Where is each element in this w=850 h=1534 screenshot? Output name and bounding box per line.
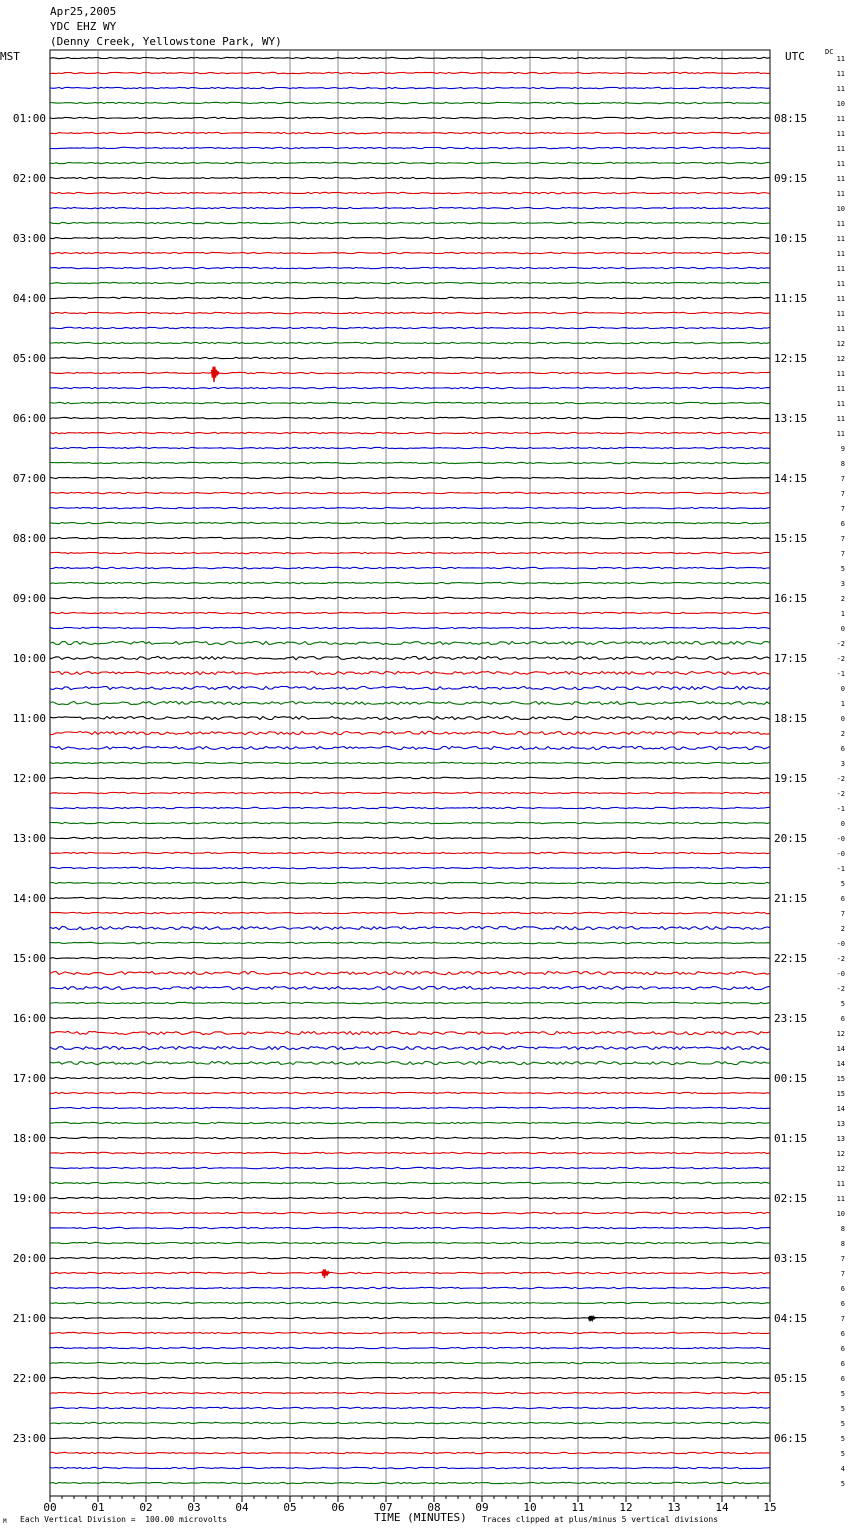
dc-offset-value: -2 — [836, 985, 845, 993]
seismic-trace — [50, 867, 770, 868]
x-tick-label: 10 — [523, 1501, 537, 1514]
seismic-trace — [50, 671, 770, 674]
utc-hour-label: 01:15 — [774, 1132, 808, 1145]
seismic-trace — [50, 837, 770, 838]
dc-offset-value: 12 — [836, 1165, 845, 1173]
seismic-trace — [50, 1031, 770, 1034]
seismic-trace — [50, 1377, 770, 1378]
mst-hour-label: 22:00 — [12, 1372, 46, 1385]
dc-offset-value: 6 — [840, 1375, 845, 1383]
dc-offset-value: 5 — [840, 1480, 845, 1488]
seismic-trace — [50, 1272, 770, 1273]
utc-hour-label: 16:15 — [774, 592, 808, 605]
seismic-trace — [50, 432, 770, 433]
seismic-trace — [50, 537, 770, 538]
dc-offset-value: 8 — [840, 1225, 845, 1233]
seismic-trace — [50, 731, 770, 734]
dc-offset-value: 10 — [836, 100, 845, 108]
seismic-trace — [50, 462, 770, 463]
dc-offset-value: 0 — [840, 625, 845, 633]
dc-offset-value: -2 — [836, 640, 845, 648]
mst-hour-label: 18:00 — [12, 1132, 46, 1145]
seismic-trace — [50, 1107, 770, 1108]
seismic-trace — [50, 507, 770, 508]
dc-offset-value: 2 — [840, 730, 845, 738]
dc-offset-value: 11 — [836, 415, 845, 423]
dc-offset-value: 12 — [836, 340, 845, 348]
dc-offset-value: -2 — [836, 775, 845, 783]
seismic-trace — [50, 822, 770, 823]
mst-hour-label: 11:00 — [12, 712, 46, 725]
dc-offset-value: -1 — [836, 865, 845, 873]
seismic-trace — [50, 716, 770, 719]
x-axis-label: TIME (MINUTES) — [374, 1511, 467, 1524]
utc-hour-label: 19:15 — [774, 772, 808, 785]
dc-offset-value: 5 — [840, 1450, 845, 1458]
x-tick-label: 04 — [235, 1501, 249, 1514]
dc-offset-value: 7 — [840, 535, 845, 543]
seismic-trace — [50, 342, 770, 343]
x-tick-label: 15 — [763, 1501, 777, 1514]
seismic-trace — [50, 1467, 770, 1468]
utc-hour-label: 22:15 — [774, 952, 808, 965]
dc-offset-value: 5 — [840, 1000, 845, 1008]
clip-note: Traces clipped at plus/minus 5 vertical divisions — [482, 1515, 719, 1524]
utc-hour-label: 00:15 — [774, 1072, 808, 1085]
dc-offset-value: 9 — [840, 445, 845, 453]
seismic-trace — [50, 87, 770, 88]
dc-offset-value: 10 — [836, 205, 845, 213]
seismic-trace — [50, 1061, 770, 1064]
seismic-trace — [50, 792, 770, 793]
dc-offset-value: 14 — [836, 1045, 845, 1053]
x-tick-label: 11 — [571, 1501, 585, 1514]
seismic-trace — [50, 701, 770, 704]
seismic-trace — [50, 912, 770, 913]
dc-offset-value: 11 — [836, 130, 845, 138]
utc-hour-label: 02:15 — [774, 1192, 808, 1205]
seismic-trace — [50, 57, 770, 58]
utc-hour-label: 03:15 — [774, 1252, 808, 1265]
dc-offset-value: 7 — [840, 475, 845, 483]
seismic-trace — [50, 1152, 770, 1153]
dc-offset-value: -2 — [836, 955, 845, 963]
dc-offset-value: 11 — [836, 220, 845, 228]
seismic-trace — [50, 777, 770, 778]
seismic-trace — [50, 882, 770, 883]
seismic-trace — [50, 1392, 770, 1393]
seismic-trace — [50, 582, 770, 583]
seismic-trace — [50, 1122, 770, 1123]
dc-offset-value: 11 — [836, 280, 845, 288]
dc-offset-value: 11 — [836, 115, 845, 123]
x-tick-label: 12 — [619, 1501, 633, 1514]
dc-offset-value: 5 — [840, 1420, 845, 1428]
dc-offset-value: 11 — [836, 85, 845, 93]
dc-offset-value: 6 — [840, 520, 845, 528]
dc-offset-value: 8 — [840, 460, 845, 468]
seismic-trace — [50, 686, 770, 689]
seismic-trace — [50, 1077, 770, 1078]
dc-offset-value: 11 — [836, 370, 845, 378]
utc-hour-label: 17:15 — [774, 652, 808, 665]
x-tick-label: 01 — [91, 1501, 105, 1514]
seismic-trace — [50, 1482, 770, 1483]
seismic-trace — [50, 1347, 770, 1348]
seismic-trace — [50, 72, 770, 73]
seismic-trace — [50, 1092, 770, 1093]
mst-hour-label: 01:00 — [12, 112, 46, 125]
seismic-trace — [50, 1046, 770, 1049]
seismic-trace — [50, 1002, 770, 1003]
seismic-trace — [50, 1287, 770, 1288]
dc-offset-value: 12 — [836, 1030, 845, 1038]
seismic-trace — [50, 1227, 770, 1228]
seismic-trace — [50, 252, 770, 253]
seismic-trace — [50, 177, 770, 178]
seismic-trace — [50, 627, 770, 628]
dc-column-label: DC — [825, 48, 834, 56]
seismic-trace — [50, 282, 770, 283]
seismic-trace — [50, 971, 770, 974]
utc-hour-label: 08:15 — [774, 112, 808, 125]
dc-offset-value: 5 — [840, 1390, 845, 1398]
seismic-trace — [50, 102, 770, 103]
seismic-trace — [50, 1242, 770, 1243]
dc-offset-value: 11 — [836, 310, 845, 318]
dc-offset-value: 7 — [840, 550, 845, 558]
utc-hour-label: 06:15 — [774, 1432, 808, 1445]
seismic-trace — [50, 1017, 770, 1018]
seismic-trace — [50, 402, 770, 403]
seismic-trace — [50, 1407, 770, 1408]
scale-note: Each Vertical Division = 100.00 microvolts — [20, 1515, 228, 1524]
mst-hour-label: 09:00 — [12, 592, 46, 605]
seismic-trace — [50, 357, 770, 358]
dc-offset-value: 3 — [840, 580, 845, 588]
dc-offset-value: -1 — [836, 805, 845, 813]
dc-offset-value: 1 — [840, 610, 845, 618]
dc-offset-value: 13 — [836, 1120, 845, 1128]
dc-offset-value: 11 — [836, 1195, 845, 1203]
dc-offset-value: 11 — [836, 160, 845, 168]
dc-offset-value: 0 — [840, 685, 845, 693]
dc-offset-value: 11 — [836, 400, 845, 408]
dc-offset-value: 5 — [840, 565, 845, 573]
seismic-trace — [50, 1197, 770, 1198]
dc-offset-value: 3 — [840, 760, 845, 768]
dc-offset-value: 1 — [840, 700, 845, 708]
x-tick-label: 05 — [283, 1501, 297, 1514]
dc-offset-value: 6 — [840, 1345, 845, 1353]
seismic-trace — [50, 327, 770, 328]
station-location: (Denny Creek, Yellowstone Park, WY) — [50, 35, 282, 48]
seismic-trace — [50, 986, 770, 989]
dc-offset-value: 11 — [836, 70, 845, 78]
x-tick-label: 02 — [139, 1501, 153, 1514]
dc-offset-value: 11 — [836, 55, 845, 63]
dc-offset-value: 6 — [840, 745, 845, 753]
seismic-trace — [50, 552, 770, 553]
dc-offset-value: 11 — [836, 1180, 845, 1188]
dc-offset-value: 7 — [840, 505, 845, 513]
seismic-trace — [50, 267, 770, 268]
seismic-trace — [50, 522, 770, 523]
seismic-trace — [50, 1422, 770, 1423]
event-mark — [588, 1316, 595, 1321]
dc-offset-value: 12 — [836, 355, 845, 363]
footer-mark: M — [3, 1518, 7, 1525]
seismic-trace — [50, 192, 770, 193]
seismic-trace — [50, 1167, 770, 1168]
dc-offset-value: -0 — [836, 970, 845, 978]
mst-hour-label: 15:00 — [12, 952, 46, 965]
plot-frame — [50, 50, 770, 1496]
seismic-trace — [50, 297, 770, 298]
x-tick-label: 07 — [379, 1501, 393, 1514]
seismic-trace — [50, 147, 770, 148]
dc-offset-value: 6 — [840, 1300, 845, 1308]
event-mark — [322, 1269, 329, 1278]
dc-offset-value: 6 — [840, 1285, 845, 1293]
x-tick-label: 00 — [43, 1501, 57, 1514]
dc-offset-value: 14 — [836, 1060, 845, 1068]
utc-hour-label: 23:15 — [774, 1012, 808, 1025]
seismic-trace — [50, 567, 770, 568]
dc-offset-value: 11 — [836, 265, 845, 273]
utc-hour-label: 04:15 — [774, 1312, 808, 1325]
seismic-trace — [50, 372, 770, 373]
utc-hour-label: 18:15 — [774, 712, 808, 725]
seismic-trace — [50, 597, 770, 598]
dc-offset-value: 15 — [836, 1090, 845, 1098]
mst-hour-label: 12:00 — [12, 772, 46, 785]
seismic-trace — [50, 1437, 770, 1438]
utc-hour-label: 13:15 — [774, 412, 808, 425]
seismic-trace — [50, 1452, 770, 1453]
seismic-trace — [50, 477, 770, 478]
dc-offset-value: -0 — [836, 940, 845, 948]
dc-offset-value: 12 — [836, 1150, 845, 1158]
dc-offset-value: 13 — [836, 1135, 845, 1143]
dc-offset-value: 14 — [836, 1105, 845, 1113]
seismic-trace — [50, 926, 770, 929]
mst-hour-label: 14:00 — [12, 892, 46, 905]
dc-offset-value: -0 — [836, 850, 845, 858]
seismic-trace — [50, 1332, 770, 1333]
x-tick-label: 09 — [475, 1501, 489, 1514]
seismic-trace — [50, 387, 770, 388]
mst-hour-label: 21:00 — [12, 1312, 46, 1325]
seismic-trace — [50, 897, 770, 898]
dc-offset-value: -1 — [836, 670, 845, 678]
dc-offset-value: 7 — [840, 910, 845, 918]
seismic-trace — [50, 1257, 770, 1258]
mst-hour-label: 10:00 — [12, 652, 46, 665]
mst-hour-label: 19:00 — [12, 1192, 46, 1205]
dc-offset-value: 11 — [836, 430, 845, 438]
mst-hour-label: 02:00 — [12, 172, 46, 185]
x-tick-label: 14 — [715, 1501, 729, 1514]
dc-offset-value: 5 — [840, 1405, 845, 1413]
dc-offset-value: 6 — [840, 895, 845, 903]
dc-offset-value: 7 — [840, 1270, 845, 1278]
seismic-trace — [50, 312, 770, 313]
dc-offset-value: 2 — [840, 925, 845, 933]
station-code: YDC EHZ WY — [50, 20, 117, 33]
dc-offset-value: 4 — [840, 1465, 845, 1473]
dc-offset-value: 11 — [836, 325, 845, 333]
dc-offset-value: 2 — [840, 595, 845, 603]
seismic-trace — [50, 207, 770, 208]
dc-offset-value: 8 — [840, 1240, 845, 1248]
dc-offset-value: -2 — [836, 790, 845, 798]
mst-hour-label: 06:00 — [12, 412, 46, 425]
dc-offset-value: 11 — [836, 235, 845, 243]
mst-hour-label: 17:00 — [12, 1072, 46, 1085]
utc-hour-label: 12:15 — [774, 352, 808, 365]
seismic-trace — [50, 1137, 770, 1138]
seismic-trace — [50, 162, 770, 163]
dc-offset-value: 6 — [840, 1360, 845, 1368]
dc-offset-value: 11 — [836, 295, 845, 303]
dc-offset-value: 11 — [836, 385, 845, 393]
seismic-trace — [50, 942, 770, 943]
seismic-trace — [50, 641, 770, 644]
utc-hour-label: 14:15 — [774, 472, 808, 485]
dc-offset-value: 7 — [840, 1255, 845, 1263]
dc-offset-value: 7 — [840, 1315, 845, 1323]
x-tick-label: 06 — [331, 1501, 345, 1514]
dc-offset-value: 11 — [836, 250, 845, 258]
dc-offset-value: 5 — [840, 880, 845, 888]
seismic-trace — [50, 807, 770, 808]
x-tick-label: 13 — [667, 1501, 681, 1514]
seismic-trace — [50, 762, 770, 763]
dc-offset-value: 0 — [840, 820, 845, 828]
utc-timezone-label: UTC — [785, 50, 805, 63]
mst-hour-label: 20:00 — [12, 1252, 46, 1265]
seismic-trace — [50, 117, 770, 118]
seismic-trace — [50, 656, 770, 659]
seismic-trace — [50, 237, 770, 238]
mst-hour-label: 03:00 — [12, 232, 46, 245]
utc-hour-label: 05:15 — [774, 1372, 808, 1385]
seismic-trace — [50, 1362, 770, 1363]
utc-hour-label: 20:15 — [774, 832, 808, 845]
utc-hour-label: 10:15 — [774, 232, 808, 245]
seismic-trace — [50, 1317, 770, 1318]
seismic-trace — [50, 1212, 770, 1213]
dc-offset-value: 15 — [836, 1075, 845, 1083]
dc-offset-value: 11 — [836, 145, 845, 153]
seismic-trace — [50, 222, 770, 223]
seismic-trace — [50, 1302, 770, 1303]
mst-timezone-label: MST — [0, 50, 20, 63]
mst-hour-label: 05:00 — [12, 352, 46, 365]
seismic-trace — [50, 417, 770, 418]
dc-offset-value: 6 — [840, 1015, 845, 1023]
mst-hour-label: 08:00 — [12, 532, 46, 545]
seismic-trace — [50, 746, 770, 749]
dc-offset-value: 11 — [836, 175, 845, 183]
seismic-trace — [50, 132, 770, 133]
seismic-trace — [50, 957, 770, 958]
seismic-trace — [50, 852, 770, 853]
mst-hour-label: 16:00 — [12, 1012, 46, 1025]
event-mark — [212, 367, 219, 382]
dc-offset-value: -2 — [836, 655, 845, 663]
seismic-trace — [50, 1182, 770, 1183]
dc-offset-value: 6 — [840, 1330, 845, 1338]
dc-offset-value: 7 — [840, 490, 845, 498]
seismic-trace — [50, 612, 770, 613]
utc-hour-label: 15:15 — [774, 532, 808, 545]
plot-date: Apr25,2005 — [50, 5, 117, 18]
mst-hour-label: 04:00 — [12, 292, 46, 305]
seismic-trace — [50, 447, 770, 448]
x-tick-label: 03 — [187, 1501, 201, 1514]
utc-hour-label: 11:15 — [774, 292, 808, 305]
utc-hour-label: 09:15 — [774, 172, 808, 185]
utc-hour-label: 21:15 — [774, 892, 808, 905]
mst-hour-label: 23:00 — [12, 1432, 46, 1445]
mst-hour-label: 13:00 — [12, 832, 46, 845]
dc-offset-value: 0 — [840, 715, 845, 723]
mst-hour-label: 07:00 — [12, 472, 46, 485]
x-tick-label: 08 — [427, 1501, 441, 1514]
dc-offset-value: 11 — [836, 190, 845, 198]
dc-offset-value: 5 — [840, 1435, 845, 1443]
dc-offset-value: 10 — [836, 1210, 845, 1218]
dc-offset-value: -0 — [836, 835, 845, 843]
seismic-trace — [50, 492, 770, 493]
